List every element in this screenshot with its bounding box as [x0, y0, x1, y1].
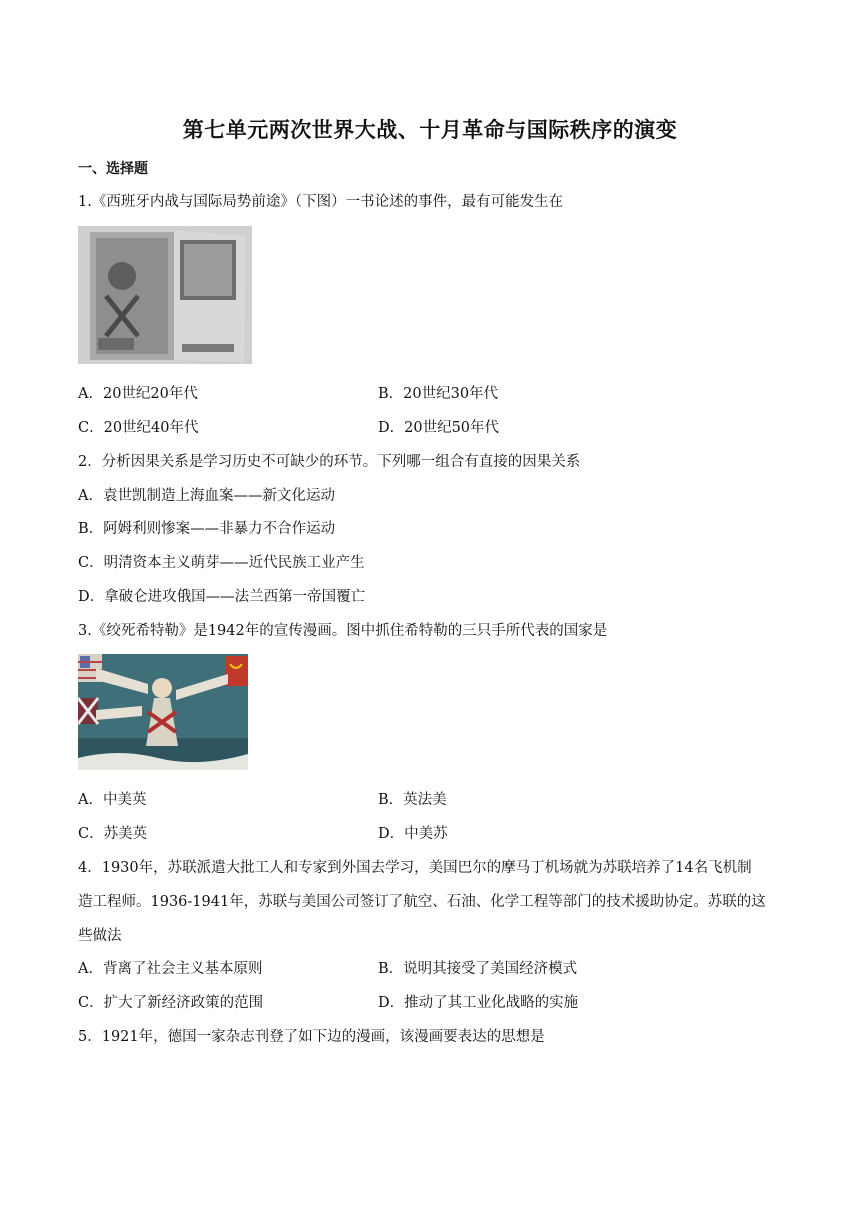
q2-option-d: D．拿破仑进攻俄国——法兰西第一帝国覆亡: [78, 589, 366, 605]
section-heading: 一、选择题: [78, 161, 148, 177]
question-4-stem-line2: 造工程师。1936-1941年，苏联与美国公司签订了航空、石油、化学工程等部门的技术援助协定。苏联的这: [78, 894, 766, 910]
q4-option-b: B．说明其接受了美国经济模式: [378, 961, 578, 977]
q2-option-b: B．阿姆利则惨案——非暴力不合作运动: [78, 521, 336, 537]
q1-option-b: B．20世纪30年代: [378, 386, 499, 402]
q4-option-d: D．推动了其工业化战略的实施: [378, 995, 579, 1011]
q1-option-a: A．20世纪20年代: [78, 386, 198, 402]
q2-option-c: C．明清资本主义萌芽——近代民族工业产生: [78, 555, 365, 571]
propaganda-cartoon-image: [78, 654, 248, 770]
q3-option-a: A．中美英: [78, 792, 147, 808]
q2-option-a: A．袁世凯制造上海血案——新文化运动: [78, 488, 335, 504]
question-1-stem: 1.《西班牙内战与国际局势前途》（下图）一书论述的事件，最有可能发生在: [78, 194, 564, 210]
question-3-stem: 3.《绞死希特勒》是1942年的宣传漫画。图中抓住希特勒的三只手所代表的国家是: [78, 623, 608, 639]
question-4-stem-line3: 些做法: [78, 928, 122, 944]
q4-option-c: C．扩大了新经济政策的范围: [78, 995, 264, 1011]
page-title: 第七单元两次世界大战、十月革命与国际秩序的演变: [182, 118, 678, 142]
q1-option-c: C．20世纪40年代: [78, 420, 199, 436]
q3-option-d: D．中美苏: [378, 826, 448, 842]
book-cover-image: [78, 226, 252, 364]
q3-option-c: C．苏美英: [78, 826, 148, 842]
question-5-stem: 5．1921年，德国一家杂志刊登了如下边的漫画，该漫画要表达的思想是: [78, 1029, 545, 1045]
q3-option-b: B．英法美: [378, 792, 447, 808]
q1-option-d: D．20世纪50年代: [378, 420, 500, 436]
question-4-stem-line1: 4．1930年，苏联派遣大批工人和专家到外国去学习，美国巴尔的摩马丁机场就为苏联培养了14名飞机制: [78, 860, 752, 876]
question-2-stem: 2．分析因果关系是学习历史不可缺少的环节。下列哪一组合有直接的因果关系: [78, 454, 581, 470]
q4-option-a: A．背离了社会主义基本原则: [78, 961, 263, 977]
